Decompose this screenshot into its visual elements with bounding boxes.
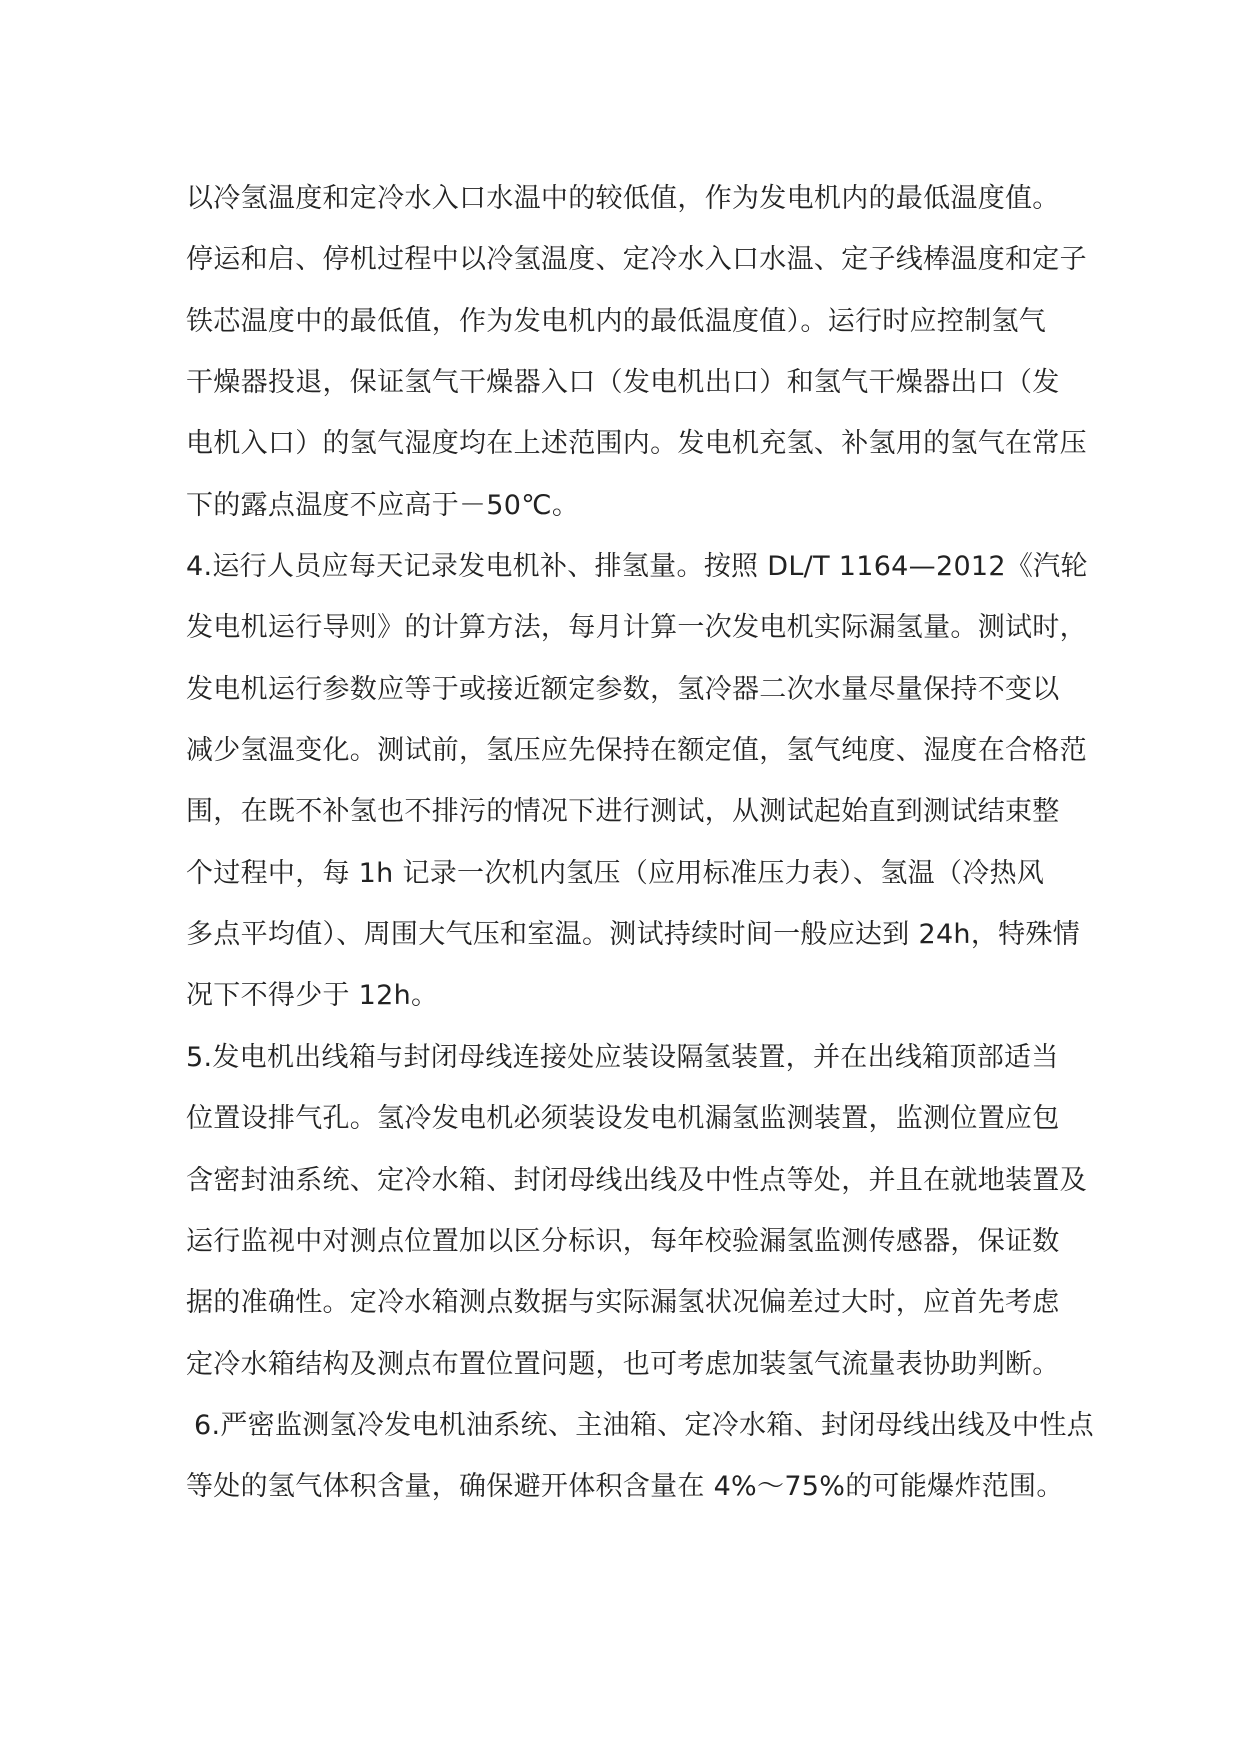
paragraph-4-start: 4.运行人员应每天记录发电机补、排氢量。按照 DL/T 1164—2012《汽轮 bbox=[186, 551, 1088, 583]
text-line: 停运和启、停机过程中以冷氢温度、定冷水入口水温、定子线棒温度和定子 bbox=[186, 244, 1087, 276]
text-line: 减少氢温变化。测试前，氢压应先保持在额定值，氢气纯度、湿度在合格范 bbox=[186, 735, 1087, 767]
text-line: 多点平均值）、周围大气压和室温。测试持续时间一般应达到 24h，特殊情 bbox=[186, 919, 1081, 951]
text-line: 下的露点温度不应高于－50℃。 bbox=[186, 489, 580, 521]
text-line: 个过程中，每 1h 记录一次机内氢压（应用标准压力表）、氢温（冷热风 bbox=[186, 857, 1045, 889]
text-line: 发电机运行参数应等于或接近额定参数，氢冷器二次水量尽量保持不变以 bbox=[186, 673, 1060, 705]
text-line: 电机入口）的氢气湿度均在上述范围内。发电机充氢、补氢用的氢气在常压 bbox=[186, 428, 1087, 460]
text-line: 以冷氢温度和定冷水入口水温中的较低值，作为发电机内的最低温度值。 bbox=[186, 183, 1060, 214]
text-line: 况下不得少于 12h。 bbox=[186, 980, 439, 1012]
text-line: 运行监视中对测点位置加以区分标识，每年校验漏氢监测传感器，保证数 bbox=[186, 1225, 1060, 1257]
paragraph-6-start: 6.严密监测氢冷发电机油系统、主油箱、定冷水箱、封闭母线出线及中性点 bbox=[194, 1409, 1094, 1441]
text-line: 铁芯温度中的最低值，作为发电机内的最低温度值）。运行时应控制氢气 bbox=[186, 305, 1047, 337]
text-line: 等处的氢气体积含量，确保避开体积含量在 4%～75%的可能爆炸范围。 bbox=[186, 1471, 1064, 1503]
paragraph-5-start: 5.发电机出线箱与封闭母线连接处应装设隔氢装置，并在出线箱顶部适当 bbox=[186, 1041, 1059, 1073]
text-line: 定冷水箱结构及测点布置位置问题，也可考虑加装氢气流量表协助判断。 bbox=[186, 1348, 1060, 1380]
text-line: 发电机运行导则》的计算方法，每月计算一次发电机实际漏氢量。测试时， bbox=[186, 612, 1087, 644]
text-line: 围，在既不补氢也不排污的情况下进行测试，从测试起始直到测试结束整 bbox=[186, 796, 1060, 828]
document-body bbox=[186, 168, 1094, 1518]
text-line: 位置设排气孔。氢冷发电机必须装设发电机漏氢监测装置，监测位置应包 bbox=[186, 1103, 1060, 1135]
text-line: 含密封油系统、定冷水箱、封闭母线出线及中性点等处，并且在就地装置及 bbox=[186, 1164, 1087, 1196]
text-line: 据的准确性。定冷水箱测点数据与实际漏氢状况偏差过大时，应首先考虑 bbox=[186, 1287, 1060, 1319]
text-line: 干燥器投退，保证氢气干燥器入口（发电机出口）和氢气干燥器出口（发 bbox=[186, 367, 1060, 399]
